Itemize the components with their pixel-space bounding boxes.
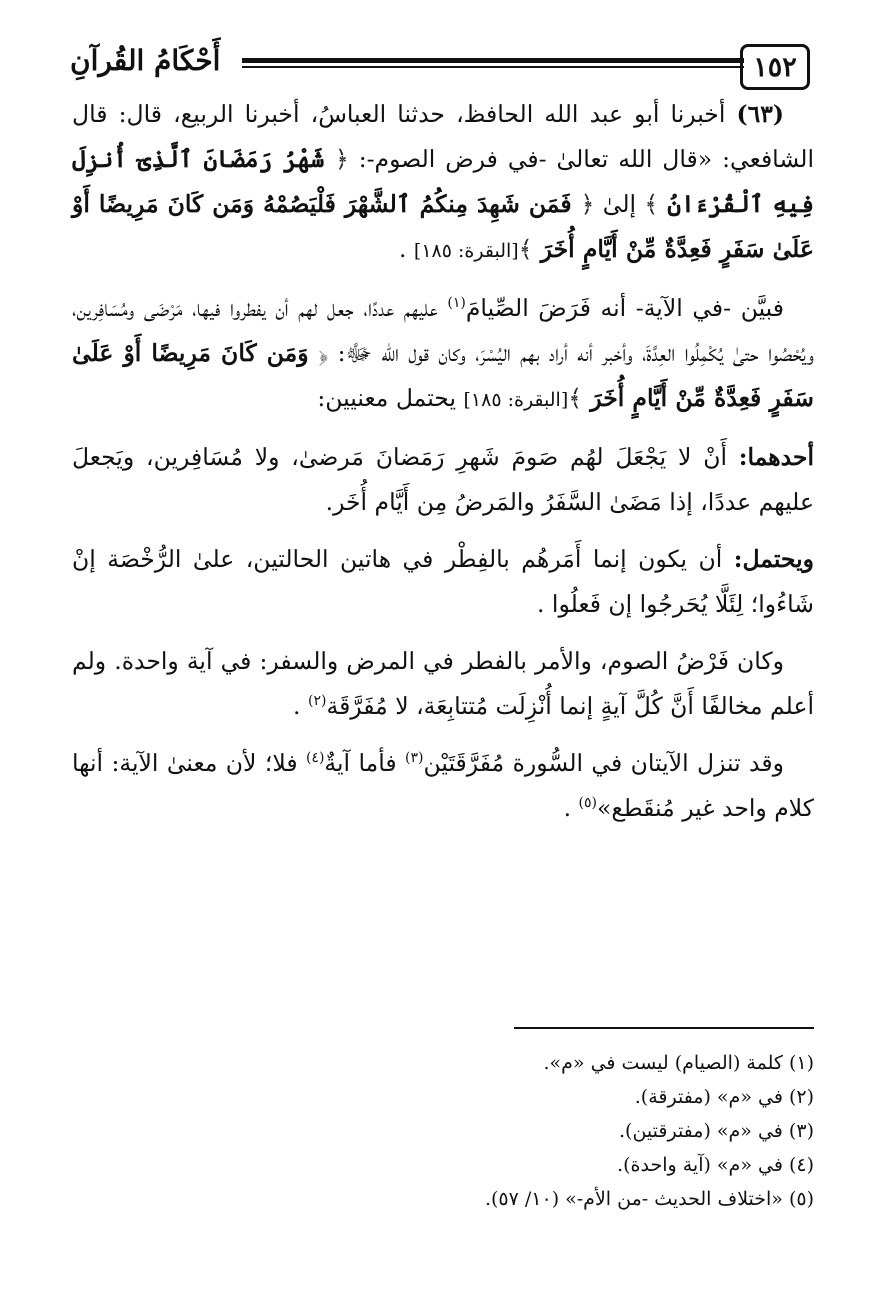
main-text — [72, 92, 814, 843]
paragraph — [72, 286, 814, 423]
footnote: (٣) في «م» (مفترقتين). — [619, 1120, 814, 1142]
paragraph — [72, 435, 814, 525]
paragraph — [72, 537, 814, 627]
page-header — [70, 38, 810, 98]
paragraph — [72, 639, 814, 729]
verse-reference: [البقرة: ١٨٥] — [463, 389, 569, 411]
paragraph-text: . — [293, 692, 308, 720]
paragraph-text: أن يكون إنما أَمَرهُم بالفِطْر في هاتين الحالتين، علىٰ الرُّخْصَة إنْ شَاءُوا؛ لِئَلَّا يُحَرجُوا إن فَعلُوا . — [72, 545, 814, 618]
quran-verse: فَمَن شَهِدَ مِنكُمُ ٱلشَّهْرَ فَلْيَصُمْهُ وَمَن كَانَ مَرِيضًا أَوْ عَلَىٰ سَفَرٍ فَعِدَّةٌ مِّنْ أَيَّامٍ أُخَرَ — [72, 190, 814, 263]
verse-reference: [البقرة: ١٨٥] — [413, 240, 519, 262]
paragraph-lead: أحدهما: — [738, 443, 814, 471]
header-rule-thick — [242, 58, 744, 63]
hadith-number: (٦٣) — [736, 100, 784, 128]
footnote-marker: (١) — [447, 295, 466, 312]
ornate-bracket-open-icon: ﴿ — [318, 339, 329, 367]
paragraph-text: فبيَّن -في الآية- أنه فَرَضَ الصِّيامَ — [465, 294, 784, 322]
book-title: أَحْكَامُ القُرآنِ — [70, 44, 221, 77]
footnote-marker: (٤) — [305, 750, 325, 767]
paragraph-text: إلىٰ — [594, 190, 645, 218]
paragraph-text: وكان فَرْضُ الصوم، والأمر بالفطر في المرض والسفر: في آية واحدة. ولم أعلم مخالفًا أَنَّ كُلَّ آيةٍ إنما أُنْزِلَت مُتتابِعَة، لا مُفَرَّقَة — [72, 647, 814, 720]
quran-verse: شَهْرُ رَمَضَانَ ٱلَّذِىٓ أُنزِلَ فِيهِ ٱلْقُرْءَانُ — [72, 145, 814, 218]
footnote: (٤) في «م» (آية واحدة). — [617, 1154, 814, 1176]
paragraph-text: يحتمل معنيين: — [317, 384, 464, 412]
footnote-divider — [514, 1027, 814, 1029]
paragraph-text: عليهم عددًا، جعل لهم أن يفطروا فيها، مَرْضَى ومُسَافِرين، ويُحْصُوا حتىٰ يُكْمِلُوا العِدَّةَ، وأخبر أنه أراد بهم اليُسْرَ، وكان قول الله ﷻ: — [72, 294, 814, 367]
paragraph — [72, 741, 814, 831]
footnote-marker: (٢) — [308, 693, 327, 710]
footnote: (٥) «اختلاف الحديث -من الأم-» (١٠/ ٥٧). — [484, 1188, 814, 1210]
ornate-bracket-open-icon: ﴿ — [580, 190, 595, 218]
paragraph-lead: ويحتمل: — [733, 545, 814, 573]
ornate-bracket-close-icon: ﴾ — [644, 190, 659, 218]
footnotes — [72, 1046, 814, 1216]
footnote: (١) كلمة (الصيام) ليست في «م». — [543, 1052, 814, 1074]
paragraph-63 — [72, 92, 814, 274]
page-number: ١٥٢ — [740, 44, 810, 90]
paragraph-text: . — [563, 794, 579, 822]
paragraph-text: أَنْ لا يَجْعَلَ لهُم صَومَ شَهرِ رَمَضانَ مَرضىٰ، ولا مُسَافِرين، ويَجعلَ عليهم عددًا، إذا مَضَىٰ السَّفَرُ والمَرضُ مِن أَيَّام أُخَر. — [72, 443, 814, 516]
footnote-marker: (٥) — [578, 795, 597, 812]
paragraph-text: وقد تنزل الآيتان في السُّورة مُفَرَّقَتَيْن — [423, 749, 784, 777]
ornate-bracket-open-icon: ﴿ — [334, 145, 349, 173]
header-rule-thin — [242, 66, 744, 68]
paragraph-text: فلا؛ لأن معنىٰ الآية: أنها كلام واحد غير مُنقَطع» — [72, 749, 814, 822]
quran-verse: وَمَن كَانَ مَرِيضًا أَوْ عَلَىٰ سَفَرٍ فَعِدَّةٌ مِّنْ أَيَّامٍ أُخَرَ — [72, 339, 814, 412]
header-rule — [242, 58, 744, 70]
ornate-bracket-close-icon: ﴾ — [518, 235, 533, 263]
paragraph-text: أخبرنا أبو عبد الله الحافظ، حدثنا العباسُ، أخبرنا الربيع، قال: قال الشافعي: «قال الله تعالىٰ -في فرض الصوم-: — [72, 100, 814, 173]
ornate-bracket-close-icon: ﴾ — [568, 384, 583, 412]
paragraph-text: فأما آيةٌ — [324, 749, 405, 777]
paragraph-text: . — [398, 235, 414, 263]
footnote: (٢) في «م» (مفترقة). — [634, 1086, 814, 1108]
footnote-marker: (٣) — [405, 750, 424, 767]
